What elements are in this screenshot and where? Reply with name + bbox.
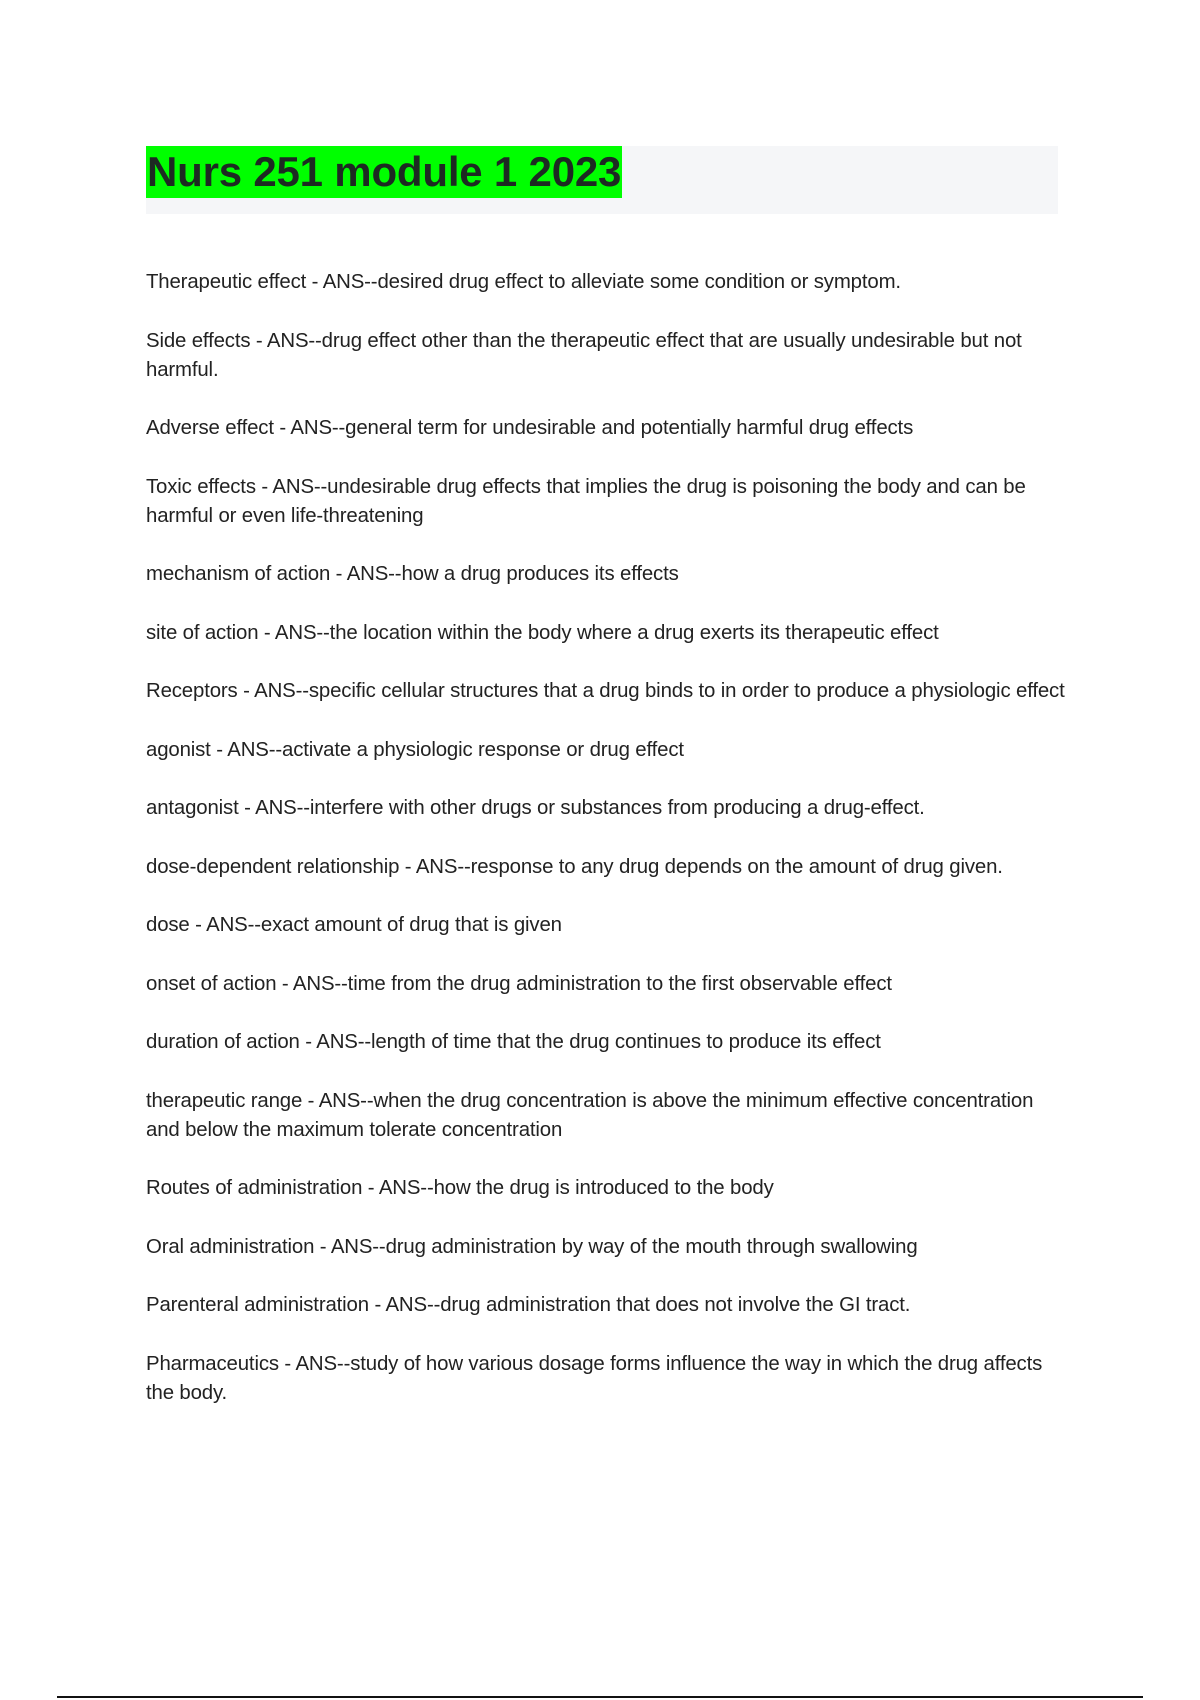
definition-item: dose-dependent relationship - ANS--response to any drug depends on the amount of drug given. — [146, 855, 1003, 878]
definition-item: Receptors - ANS--specific cellular structures that a drug binds to in order to produce a physiologic effect — [146, 680, 1065, 702]
definition-item: Parenteral administration - ANS--drug administration that does not involve the GI tract. — [146, 1294, 911, 1316]
definition-item: site of action - ANS--the location within the body where a drug exerts its therapeutic effect — [146, 621, 939, 644]
document-title: Nurs 251 module 1 2023 — [146, 146, 622, 198]
definition-item: antagonist - ANS--interfere with other drugs or substances from producing a drug-effect. — [146, 797, 925, 819]
definition-item: Therapeutic effect - ANS--desired drug effect to alleviate some condition or symptom. — [146, 271, 901, 293]
definition-list — [146, 268, 1066, 1437]
definition-item: Pharmaceutics - ANS--study of how various dosage forms influence the way in which the drug affects the body. — [146, 1352, 1043, 1404]
definition-item: agonist - ANS--activate a physiologic response or drug effect — [146, 738, 684, 761]
definition-item: therapeutic range - ANS--when the drug concentration is above the minimum effective concentration and below the maximum tolerate concentration — [146, 1089, 1034, 1141]
definition-item: dose - ANS--exact amount of drug that is given — [146, 914, 562, 936]
footer-divider — [57, 1696, 1143, 1698]
definition-item: Side effects - ANS--drug effect other than the therapeutic effect that are usually undesirable but not harmful. — [146, 329, 1022, 381]
definition-item: Routes of administration - ANS--how the drug is introduced to the body — [146, 1177, 774, 1199]
definition-item: Oral administration - ANS--drug administration by way of the mouth through swallowing — [146, 1235, 918, 1258]
definition-item: duration of action - ANS--length of time that the drug continues to produce its effect — [146, 1031, 881, 1053]
definition-item: onset of action - ANS--time from the drug administration to the first observable effect — [146, 972, 892, 995]
definition-item: Adverse effect - ANS--general term for undesirable and potentially harmful drug effects — [146, 417, 914, 439]
definition-item: Toxic effects - ANS--undesirable drug effects that implies the drug is poisoning the body and can be harmful or even life-threatening — [146, 475, 1026, 527]
definition-item: mechanism of action - ANS--how a drug produces its effects — [146, 563, 679, 585]
